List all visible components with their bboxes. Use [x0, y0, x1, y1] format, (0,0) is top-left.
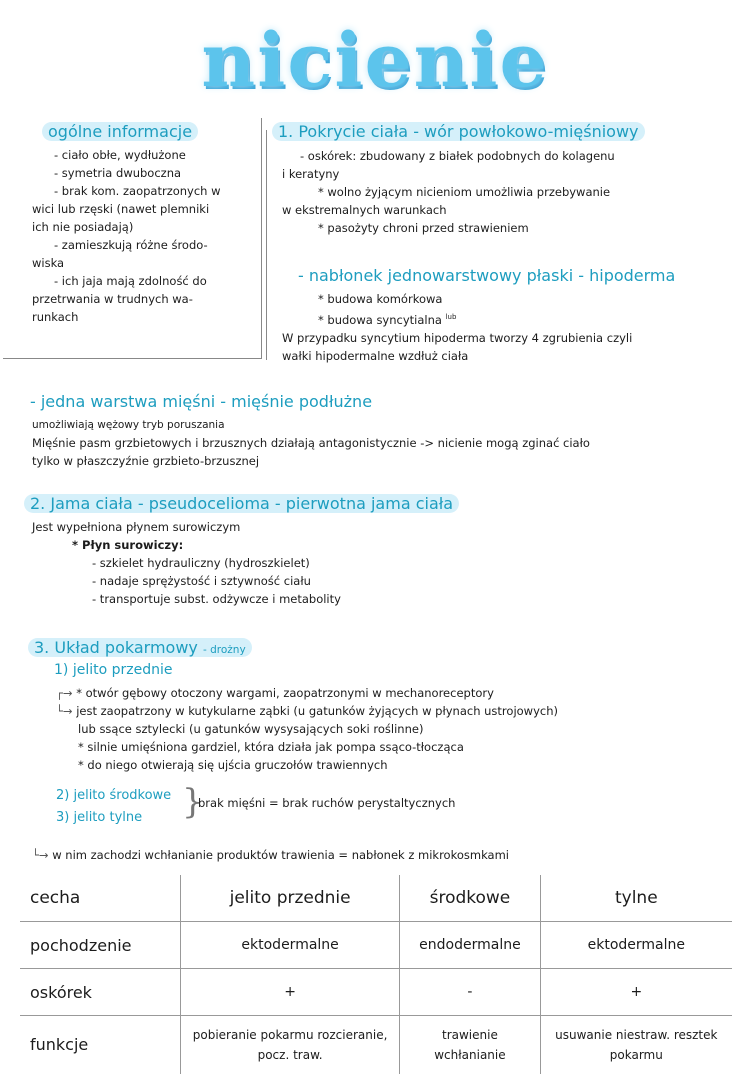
list-item: - ich jaja mają zdolność do [24, 272, 221, 290]
item-jelito-srodkowe: 2) jelito środkowe [56, 785, 171, 807]
section1-sublines [282, 290, 632, 365]
table-cell: jelito przednie [181, 875, 400, 922]
table-cell: + [540, 969, 732, 1016]
text-line: * wolno żyjącym nicieniom umożliwia przebywanie [282, 183, 615, 201]
text-line: - szkielet hydrauliczny (hydroszkielet) [32, 554, 341, 572]
table-cell: środkowe [400, 875, 540, 922]
page-title: nicienie [0, 18, 750, 104]
section3-lines [56, 684, 558, 774]
muscles-heading: - jedna warstwa mięśni - mięśnie podłużne [30, 392, 372, 411]
text-line: Mięśnie pasm grzbietowych i brzusznych działają antagonistycznie -> nicienie mogą zginać ciało [32, 434, 590, 452]
text-line: - transportuje subst. odżywcze i metabolity [32, 590, 341, 608]
text-line: * pasożyty chroni przed strawieniem [282, 219, 615, 237]
item-jelito-przednie: 1) jelito przednie [54, 662, 172, 678]
brace-note: brak mięśni = brak ruchów perystaltycznych [198, 794, 455, 812]
table-cell: ektodermalne [540, 922, 732, 969]
table-cell: usuwanie niestraw. resztek pokarmu [540, 1016, 732, 1074]
list-item: ich nie posiadają) [24, 218, 221, 236]
text-line: * silnie umięśniona gardziel, która działa jak pompa ssąco-tłocząca [56, 738, 558, 756]
final-line: └→ w nim zachodzi wchłanianie produktów trawienia = nabłonek z mikrokosmkami [32, 846, 509, 864]
comparison-table [20, 875, 732, 1074]
table-row [20, 969, 732, 1016]
list-item: - zamieszkują różne środo- [24, 236, 221, 254]
text-line: lub ssące sztylecki (u gatunków wysysających soki roślinne) [56, 720, 558, 738]
table-row [20, 875, 732, 922]
section1-heading: 1. Pokrycie ciała - wór powłokowo-mięśniowy [272, 122, 645, 141]
list-item: wiska [24, 254, 221, 272]
table-cell: trawienie wchłanianie [400, 1016, 540, 1074]
table-cell: tylne [540, 875, 732, 922]
text-line: Jest wypełniona płynem surowiczym [32, 518, 341, 536]
table-cell: endodermalne [400, 922, 540, 969]
table-cell: ektodermalne [181, 922, 400, 969]
section3-heading: 3. Układ pokarmowy - drożny [28, 638, 252, 657]
general-info-list [24, 146, 221, 326]
small-note: lub [446, 313, 457, 321]
section2-heading: 2. Jama ciała - pseudocelioma - pierwotna jama ciała [24, 494, 459, 513]
text-line: wałki hipodermalne wzdłuż ciała [282, 347, 632, 365]
list-item: wici lub rzęski (nawet plemniki [24, 200, 221, 218]
table-cell: funkcje [20, 1016, 181, 1074]
list-item: - ciało obłe, wydłużone [24, 146, 221, 164]
table-cell: pobieranie pokarmu rozcieranie, pocz. traw. [181, 1016, 400, 1074]
text-line: * budowa komórkowa [282, 290, 632, 308]
text-line: * Płyn surowiczy: [32, 536, 341, 554]
item-jelito-tylne: 3) jelito tylne [56, 807, 171, 829]
section1-subheading: - nabłonek jednowarstwowy płaski - hipoderma [298, 266, 675, 285]
items-jelito-srodkowe-tylne [56, 785, 171, 829]
table-cell: cecha [20, 875, 181, 922]
text-line: └→ jest zaopatrzony w kutykularne ząbki (u gatunków żyjących w płynach ustrojowych) [56, 702, 558, 720]
section2-lines [32, 518, 341, 608]
text-line: * do niego otwierają się ujścia gruczołów trawiennych [56, 756, 558, 774]
text-line: * budowa syncytialna $^{lub}$ [282, 308, 632, 329]
text-line: umożliwiają wężowy tryb poruszania [32, 416, 590, 434]
list-item: runkach [24, 308, 221, 326]
text-line: tylko w płaszczyźnie grzbieto-brzusznej [32, 452, 590, 470]
text-line: w ekstremalnych warunkach [282, 201, 615, 219]
section1-lines [282, 147, 615, 237]
table-cell: - [400, 969, 540, 1016]
table-cell: pochodzenie [20, 922, 181, 969]
list-item: - symetria dwuboczna [24, 164, 221, 182]
general-info-heading: ogólne informacje [42, 122, 198, 141]
table-row [20, 1016, 732, 1074]
text-line: i keratyny [282, 165, 615, 183]
text-line: - oskórek: zbudowany z białek podobnych do kolagenu [282, 147, 615, 165]
text-line: - nadaje sprężystość i sztywność ciału [32, 572, 341, 590]
table-cell: + [181, 969, 400, 1016]
table-cell: oskórek [20, 969, 181, 1016]
section3-note: - drożny [203, 644, 246, 656]
list-item: - brak kom. zaopatrzonych w [24, 182, 221, 200]
muscles-lines [32, 416, 590, 470]
list-item: przetrwania w trudnych wa- [24, 290, 221, 308]
table-row [20, 922, 732, 969]
text-line: W przypadku syncytium hipoderma tworzy 4 zgrubienia czyli [282, 329, 632, 347]
text-line: ┌→ * otwór gębowy otoczony wargami, zaopatrzonymi w mechanoreceptory [56, 684, 558, 702]
brace: } [182, 782, 204, 822]
divider [266, 130, 267, 360]
